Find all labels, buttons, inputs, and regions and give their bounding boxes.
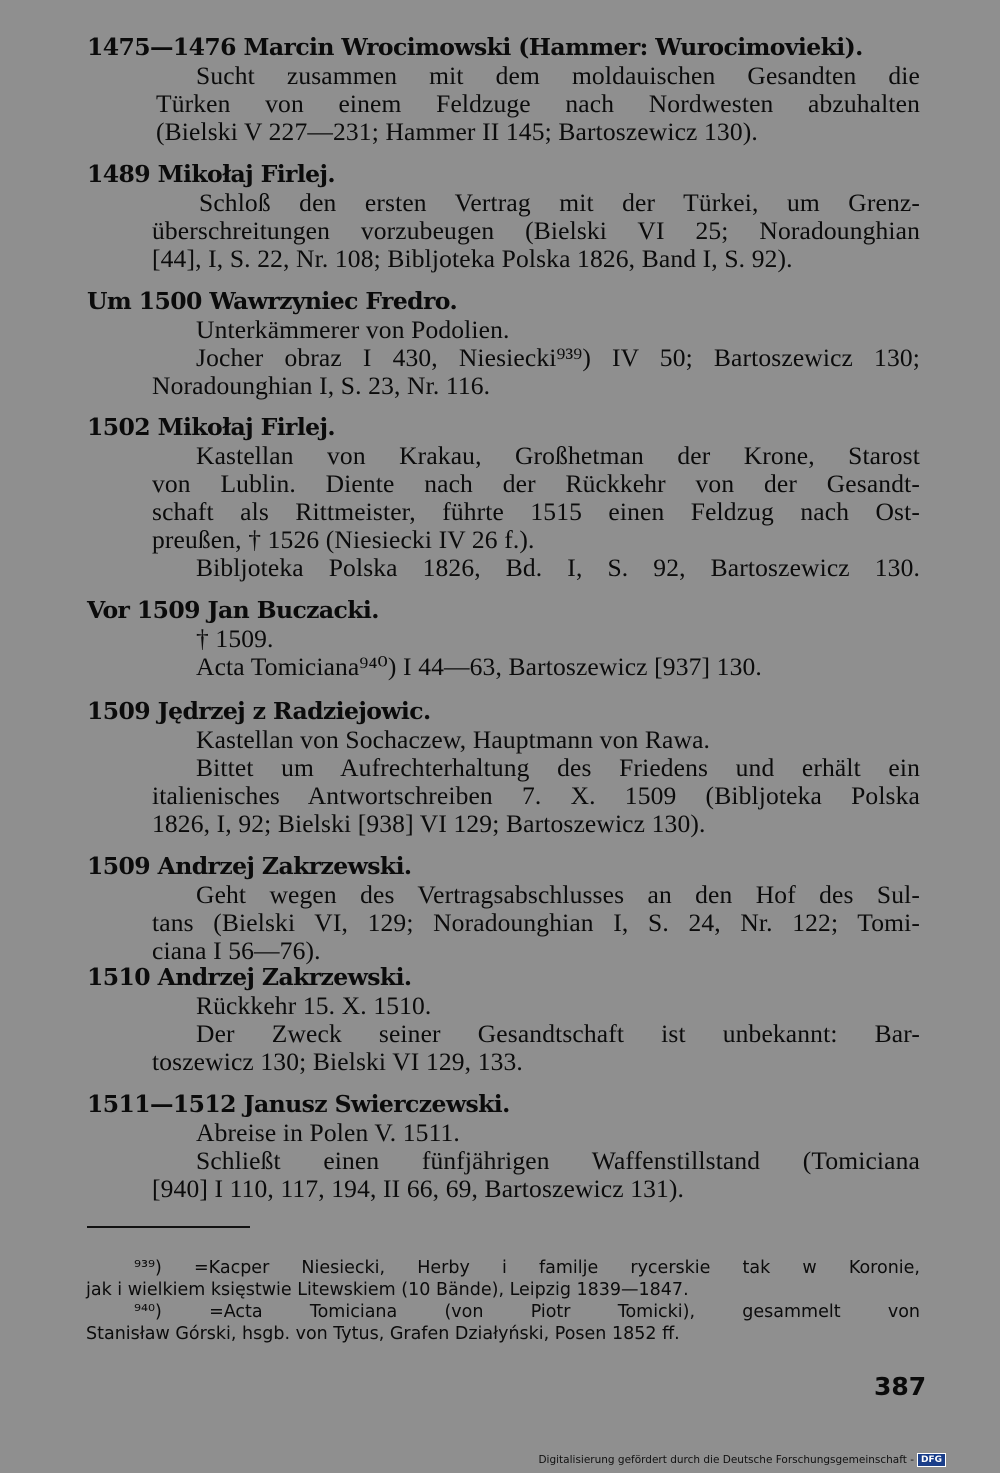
footnote-line: Stanisław Górski, hsgb. von Tytus, Grafen Działyński, Posen 1852 ff. xyxy=(86,1324,680,1344)
entry-text-line: Bibljoteka Polska 1826, Bd. I, S. 92, Bartoszewicz 130. xyxy=(196,554,920,582)
entry-text-line: Rückkehr 15. X. 1510. xyxy=(196,991,432,1020)
entry-text-line: Acta Tomiciana⁹⁴⁰) I 44—63, Bartoszewicz [937] 130. xyxy=(196,652,762,681)
entry-heading: 1510 Andrzej Zakrzewski. xyxy=(87,963,412,991)
entry-text-line: (Bielski V 227—231; Hammer II 145; Bartoszewicz 130). xyxy=(156,117,758,146)
entry-text-line: Kastellan von Sochaczew, Hauptmann von Rawa. xyxy=(196,725,711,754)
entry-heading: 1489 Mikołaj Firlej. xyxy=(87,160,335,188)
entry-text-line: 1826, I, 92; Bielski [938] VI 129; Bartoszewicz 130). xyxy=(152,809,706,838)
entry-text-line: überschreitungen vorzubeugen (Bielski VI 25; Noradounghian xyxy=(152,217,920,245)
entry-heading: 1502 Mikołaj Firlej. xyxy=(87,413,335,441)
entry-text-line: Türken von einem Feldzuge nach Nordwesten abzuhalten xyxy=(156,90,920,118)
entry-text-line: Schloß den ersten Vertrag mit der Türkei, um Grenz- xyxy=(199,189,920,217)
entry-text-line: [44], I, S. 22, Nr. 108; Bibljoteka Polska 1826, Band I, S. 92). xyxy=(152,244,793,273)
digitization-credit-text: Digitalisierung gefördert durch die Deutsche Forschungsgemeinschaft - xyxy=(538,1454,914,1466)
entry-text-line: Schließt einen fünfjährigen Waffenstillstand (Tomiciana xyxy=(196,1147,920,1175)
entry-text-line: Sucht zusammen mit dem moldauischen Gesandten die xyxy=(196,62,920,90)
entry-text-line: Geht wegen des Vertragsabschlusses an den Hof des Sul- xyxy=(196,881,920,909)
entry-heading: 1475—1476 Marcin Wrocimowski (Hammer: Wurocimovieki). xyxy=(87,33,863,61)
entry-text-line: von Lublin. Diente nach der Rückkehr von der Gesandt- xyxy=(152,470,920,498)
entry-text-line: Unterkämmerer von Podolien. xyxy=(196,315,510,344)
dfg-logo-icon: DFG xyxy=(917,1453,946,1467)
entry-text-line: † 1509. xyxy=(196,624,274,653)
footnote-separator xyxy=(87,1226,250,1228)
entry-text-line: Bittet um Aufrechterhaltung des Friedens und erhält ein xyxy=(196,754,920,782)
digitization-credit xyxy=(538,1453,946,1467)
entry-text-line: Der Zweck seiner Gesandtschaft ist unbekannt: Bar- xyxy=(196,1020,920,1048)
page-number: 387 xyxy=(874,1372,927,1401)
entry-heading: 1511—1512 Janusz Swierczewski. xyxy=(87,1090,510,1118)
entry-heading: Um 1500 Wawrzyniec Fredro. xyxy=(87,287,458,315)
footnote-line: ⁹³⁹) =Kacper Niesiecki, Herby i familje rycerskie tak w Koronie, xyxy=(134,1258,920,1278)
entry-text-line: Jocher obraz I 430, Niesiecki⁹³⁹) IV 50; Bartoszewicz 130; xyxy=(196,344,920,372)
entry-text-line: Noradounghian I, S. 23, Nr. 116. xyxy=(152,371,491,400)
entry-text-line: [940] I 110, 117, 194, II 66, 69, Bartoszewicz 131). xyxy=(152,1174,685,1203)
entry-heading: 1509 Andrzej Zakrzewski. xyxy=(87,852,412,880)
entry-text-line: toszewicz 130; Bielski VI 129, 133. xyxy=(152,1047,523,1076)
footnote-line: ⁹⁴⁰) =Acta Tomiciana (von Piotr Tomicki), gesammelt von xyxy=(134,1302,920,1322)
entry-text-line: Abreise in Polen V. 1511. xyxy=(196,1118,460,1147)
entry-text-line: ciana I 56—76). xyxy=(152,936,321,965)
entry-text-line: italienisches Antwortschreiben 7. X. 1509 (Bibljoteka Polska xyxy=(152,782,920,810)
entry-heading: Vor 1509 Jan Buczacki. xyxy=(87,596,379,624)
entry-text-line: schaft als Rittmeister, führte 1515 einen Feldzug nach Ost- xyxy=(152,498,920,526)
entry-text-line: Kastellan von Krakau, Großhetman der Krone, Starost xyxy=(196,442,920,470)
entry-text-line: tans (Bielski VI, 129; Noradounghian I, S. 24, Nr. 122; Tomi- xyxy=(152,909,920,937)
entry-heading: 1509 Jędrzej z Radziejowic. xyxy=(87,697,431,725)
footnote-line: jak i wielkiem księstwie Litewskiem (10 Bände), Leipzig 1839—1847. xyxy=(86,1280,689,1300)
entry-text-line: preußen, † 1526 (Niesiecki IV 26 f.). xyxy=(152,525,535,554)
